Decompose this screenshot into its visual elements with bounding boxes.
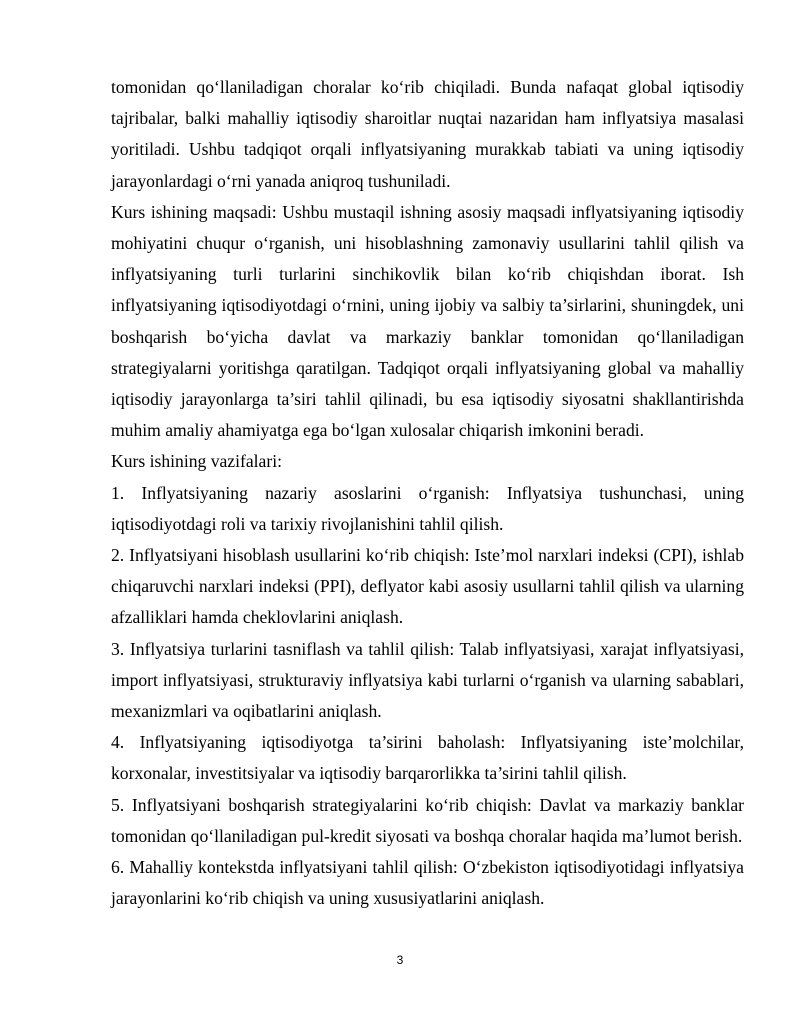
task-item-3: 3. Inflyatsiya turlarini tasniflash va tahlil qilish: Talab inflyatsiyasi, xarajat inflyatsiyasi, import inflyatsiyasi, strukturaviy inflyatsiya kabi turlarni o‘rganish va ularning sabablari, mexanizmlari va oqibatlarini aniqlash. — [111, 638, 744, 722]
task-item-4: 4. Inflyatsiyaning iqtisodiyotga ta’sirini baholash: Inflyatsiyaning iste’molchilar, korxonalar, investitsiyalar va iqtisodiy barqarorlikka ta’sirini tahlil qilish. — [111, 732, 744, 784]
course-goal-paragraph: Kurs ishining maqsadi: Ushbu mustaqil ishning asosiy maqsadi inflyatsiyaning iqtisodiy mohiyatini chuqur o‘rganish, uni hisoblashning zamonaviy usullarini tahlil qilish va inflyatsiyaning turli turlarini sinchikovlik bilan ko‘rib chiqishdan iborat. Ish inflyatsiyaning iqtisodiyotdagi o‘rnini, uning ijobiy va salbiy ta’sirlarini, shuningdek, uni boshqarish bo‘yicha davlat va markaziy banklar tomonidan qo‘llaniladigan strategiyalarni yoritishga qaratilgan. Tadqiqot orqali inflyatsiyaning global va mahalliy iqtisodiy jarayonlarga ta’siri tahlil qilinadi, bu esa iqtisodiy siyosatni shakllantirishda muhim amaliy ahamiyatga ega bo‘lgan xulosalar chiqarish imkonini beradi. — [111, 201, 744, 441]
task-item-6: 6. Mahalliy kontekstda inflyatsiyani tahlil qilish: O‘zbekiston iqtisodiyotidagi inflyatsiya jarayonlarini ko‘rib chiqish va uning xususiyatlarini aniqlash. — [111, 857, 744, 909]
intro-continuation-paragraph: tomonidan qo‘llaniladigan choralar ko‘rib chiqiladi. Bunda nafaqat global iqtisodiy tajribalar, balki mahalliy iqtisodiy sharoitlar nuqtai nazaridan ham inflyatsiya masalasi yoritiladi. Ushbu tadqiqot orqali inflyatsiyaning murakkab tabiati va uning iqtisodiy jarayonlardagi o‘rni yanada aniqroq tushuniladi. — [111, 77, 744, 191]
course-tasks-heading: Kurs ishining vazifalari: — [111, 451, 283, 472]
task-item-5: 5. Inflyatsiyani boshqarish strategiyalarini ko‘rib chiqish: Davlat va markaziy banklar tomonidan qo‘llaniladigan pul-kredit siyosati va boshqa choralar haqida ma’lumot berish. — [111, 794, 744, 846]
page-number: 3 — [396, 953, 404, 967]
document-body — [111, 72, 744, 914]
task-item-1: 1. Inflyatsiyaning nazariy asoslarini o‘rganish: Inflyatsiya tushunchasi, uning iqtisodiyotdagi roli va tarixiy rivojlanishini tahlil qilish. — [111, 482, 744, 534]
task-item-2: 2. Inflyatsiyani hisoblash usullarini ko‘rib chiqish: Iste’mol narxlari indeksi (CPI), ishlab chiqaruvchi narxlari indeksi (PPI), deflyator kabi asosiy usullarni tahlil qilish va ularning afzalliklari hamda cheklovlarini aniqlash. — [111, 545, 744, 628]
